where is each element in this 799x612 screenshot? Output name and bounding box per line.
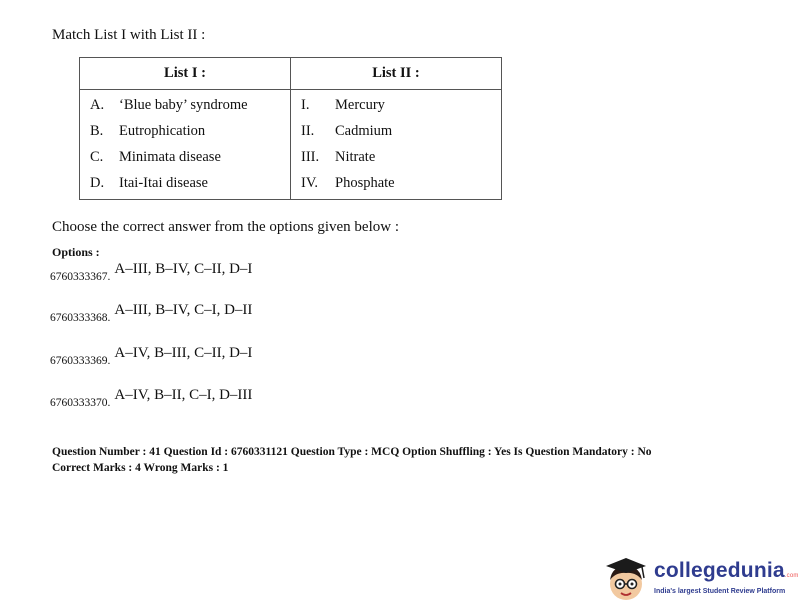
list2-item: IV. Phosphate [301, 174, 395, 191]
question-marks: Correct Marks : 4 Wrong Marks : 1 [52, 462, 229, 474]
question-meta: Question Number : 41 Question Id : 6760331121 Question Type : MCQ Option Shuffling : Yes Is Question Mandatory : No [52, 446, 652, 458]
list1-item: B. Eutrophication [90, 122, 206, 139]
question-intro: Match List I with List II : [52, 27, 206, 43]
list1-item: C. Minimata disease [90, 148, 221, 165]
list2-item: III. Nitrate [301, 148, 376, 165]
logo-wordmark: collegedunia.com [654, 559, 799, 582]
collegedunia-logo[interactable] [602, 554, 799, 604]
option-4[interactable] [50, 387, 253, 409]
choose-instruction: Choose the correct answer from the options given below : [52, 219, 399, 235]
option-id: 6760333369. [50, 355, 111, 367]
match-table [79, 57, 502, 200]
mascot-icon [602, 554, 650, 604]
list2-item: II. Cadmium [301, 122, 393, 139]
option-1[interactable] [50, 261, 253, 283]
list2-item: I. Mercury [301, 96, 385, 113]
logo-tagline: India's largest Student Review Platform [654, 588, 786, 595]
option-text: A–IV, B–II, C–I, D–III [114, 387, 253, 403]
option-text: A–III, B–IV, C–II, D–I [114, 261, 253, 277]
list2-header: List II : [291, 58, 502, 90]
options-label: Options : [52, 245, 100, 259]
option-id: 6760333367. [50, 271, 111, 283]
option-text: A–IV, B–III, C–II, D–I [114, 345, 253, 361]
option-3[interactable] [50, 345, 253, 367]
option-id: 6760333370. [50, 397, 111, 409]
option-id: 6760333368. [50, 312, 111, 324]
list1-item: A. ‘Blue baby’ syndrome [90, 96, 248, 113]
option-text: A–III, B–IV, C–I, D–II [114, 302, 253, 318]
option-2[interactable] [50, 302, 253, 324]
list1-item: D. Itai-Itai disease [90, 174, 208, 191]
list1-header: List I : [80, 58, 291, 90]
